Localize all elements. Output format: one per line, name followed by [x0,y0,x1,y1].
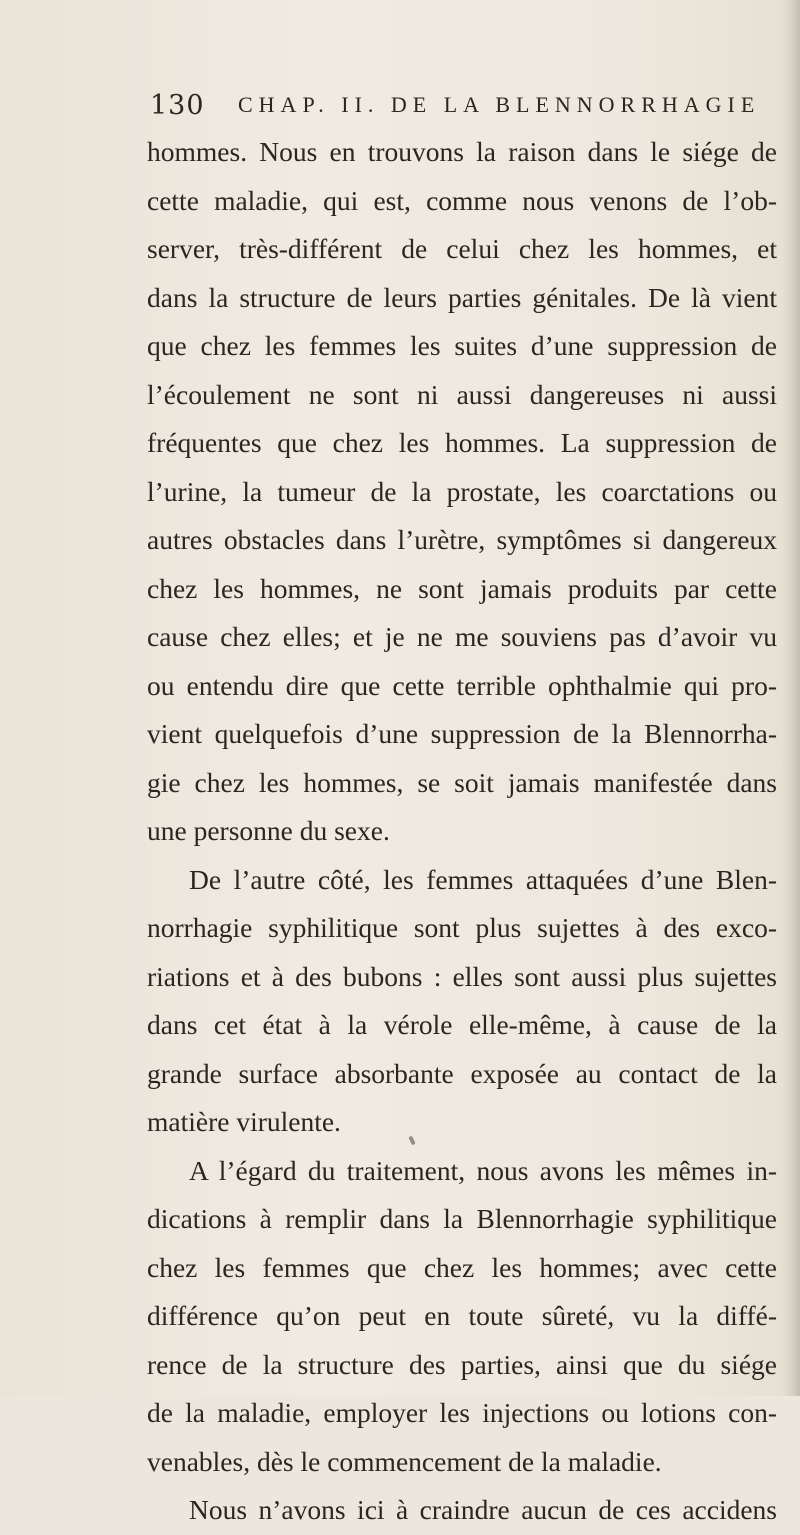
page-number: 130 [150,90,205,121]
paragraph [147,856,777,1147]
text-line: chez les hommes, ne sont jamais produits par cette [147,572,777,604]
text-line: De l’autre côté, les femmes attaquées d’une Blen- [189,863,777,895]
text-line: de la maladie, employer les injections ou lotions con- [147,1397,777,1428]
text-line: dans la structure de leurs parties génitales. De là vient [147,281,777,313]
text-line: matière virulente. [147,1106,341,1137]
text-line: A l’égard du traitement, nous avons les mêmes in- [189,1154,777,1186]
text-line: gie chez les hommes, se soit jamais manifestée dans [147,766,777,798]
text-line: ou entendu dire que cette terrible ophthalmie qui pro- [147,669,777,701]
paragraph [147,1486,777,1535]
text-line: différence qu’on peut en toute sûreté, vu la diffé- [147,1300,777,1331]
text-line: dans cet état à la vérole elle-même, à cause de la [147,1009,777,1040]
text-line: hommes. Nous en trouvons la raison dans le siége de [147,136,777,167]
page-header [150,86,761,130]
text-line: vient quelquefois d’une suppression de la Blennorrha- [147,718,777,749]
text-line: riations et à des bubons : elles sont aussi plus sujettes [147,960,777,992]
text-line: cette maladie, qui est, comme nous venons de l’ob- [147,184,777,216]
body-text [147,128,777,1535]
text-line: l’urine, la tumeur de la prostate, les coarctations ou [147,475,777,507]
text-line: l’écoulement ne sont ni aussi dangereuses ni aussi [147,378,777,410]
text-line: rence de la structure des parties, ainsi que du siége [147,1348,777,1380]
text-line: cause chez elles; et je ne me souviens pas d’avoir vu [147,621,777,652]
paragraph [147,1147,777,1487]
text-line: norrhagie syphilitique sont plus sujettes à des exco- [147,912,777,943]
text-line: server, très-différent de celui chez les hommes, et [147,233,777,264]
text-line: fréquentes que chez les hommes. La suppression de [147,427,777,458]
text-line: une personne du sexe. [147,815,390,846]
text-line: autres obstacles dans l’urètre, symptômes si dangereux [147,524,777,555]
text-line: Nous n’avons ici à craindre aucun de ces accidens [189,1494,777,1525]
text-line: venables, dès le commencement de la maladie. [147,1445,662,1477]
text-line: que chez les femmes les suites d’une suppression de [147,330,777,361]
text-line: grande surface absorbante exposée au contact de la [147,1057,777,1089]
text-line: chez les femmes que chez les hommes; avec cette [147,1251,777,1283]
text-line: dications à remplir dans la Blennorrhagie syphilitique [147,1203,777,1234]
paragraph [147,128,777,856]
running-head: CHAP. II. DE LA BLENNORRHAGIE [238,92,761,117]
page-edge-shadow [782,0,800,1396]
